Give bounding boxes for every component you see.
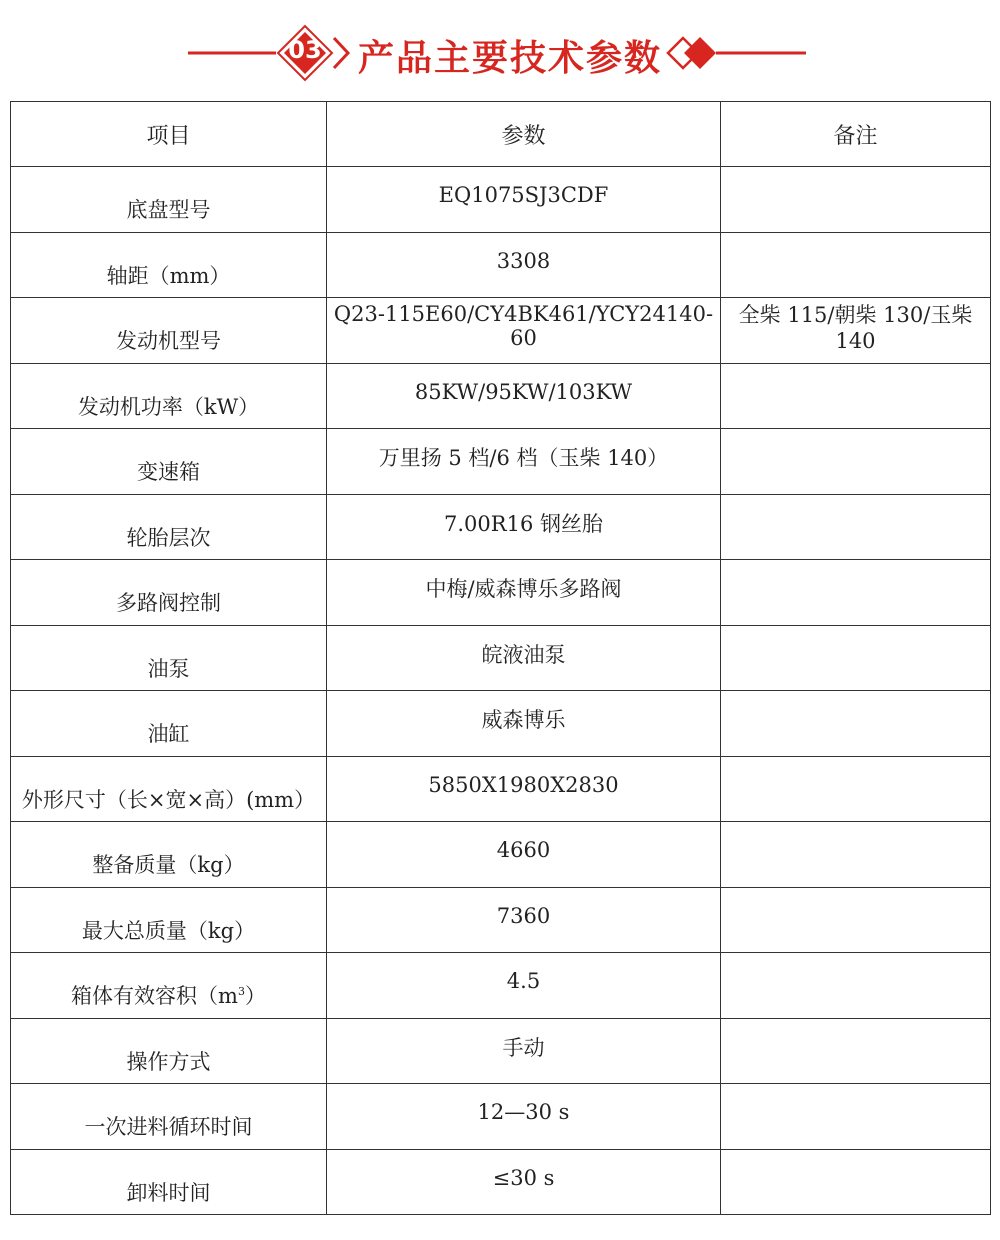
cell-param — [327, 560, 721, 626]
table-row — [11, 822, 991, 888]
cell-param — [327, 887, 721, 953]
cell-item — [11, 298, 327, 364]
table-row — [11, 691, 991, 757]
column-header-note: 备注 — [721, 102, 991, 167]
table-row — [11, 756, 991, 822]
table-row — [11, 494, 991, 560]
cell-item — [11, 756, 327, 822]
table-row — [11, 298, 991, 364]
cell-param — [327, 494, 721, 560]
cell-param — [327, 232, 721, 298]
chevron-right-icon — [334, 38, 348, 68]
cell-item — [11, 1018, 327, 1084]
param-value: 皖液油泵 — [481, 642, 566, 667]
item-label: 发动机功率（kW） — [77, 394, 260, 419]
table-row — [11, 1084, 991, 1150]
item-label: 底盘型号 — [126, 198, 211, 223]
table-row — [11, 1018, 991, 1084]
cell-item — [11, 429, 327, 495]
cell-item — [11, 232, 327, 298]
cell-note — [721, 232, 991, 298]
item-label-superscript: 3 — [237, 985, 245, 999]
cell-param — [327, 429, 721, 495]
cell-param — [327, 1149, 721, 1215]
cell-param — [327, 1084, 721, 1150]
cell-note — [721, 1084, 991, 1150]
cell-item — [11, 953, 327, 1019]
cell-item — [11, 363, 327, 429]
cell-note — [721, 1018, 991, 1084]
item-label: 变速箱 — [137, 460, 200, 485]
page-title: 产品主要技术参数 — [358, 38, 663, 79]
item-label — [71, 980, 266, 1010]
cell-item — [11, 1084, 327, 1150]
cell-item — [11, 887, 327, 953]
item-label: 发动机型号 — [116, 329, 221, 354]
item-label: 整备质量（kg） — [92, 853, 245, 878]
table-row — [11, 625, 991, 691]
spec-table — [10, 101, 991, 1215]
cell-param — [327, 298, 721, 364]
table-row — [11, 429, 991, 495]
param-value: Q23-115E60/CY4BK461/YCY24140-60 — [333, 302, 714, 351]
param-value: 3308 — [496, 248, 551, 273]
param-value: 万里扬 5 档/6 档（玉柴 140） — [378, 446, 669, 471]
param-value: 威森博乐 — [481, 708, 566, 733]
cell-note — [721, 953, 991, 1019]
item-label: 油缸 — [147, 722, 190, 747]
param-value: 5850X1980X2830 — [428, 772, 619, 797]
cell-param — [327, 167, 721, 233]
item-label: 多路阀控制 — [116, 591, 221, 616]
item-label-suffix: ） — [244, 984, 266, 1009]
cell-note — [721, 756, 991, 822]
cell-note — [721, 298, 991, 364]
section-number: 03 — [288, 36, 322, 64]
item-label: 油泵 — [147, 656, 190, 681]
table-row — [11, 167, 991, 233]
cell-item — [11, 822, 327, 888]
cell-param — [327, 363, 721, 429]
item-label: 一次进料循环时间 — [84, 1115, 253, 1140]
cell-note — [721, 822, 991, 888]
item-label: 轮胎层次 — [126, 525, 211, 550]
item-label: 最大总质量（kg） — [81, 918, 256, 943]
table-row — [11, 232, 991, 298]
cell-note — [721, 429, 991, 495]
table-row — [11, 560, 991, 626]
cell-param — [327, 953, 721, 1019]
param-value: 4660 — [496, 838, 551, 863]
cell-note — [721, 494, 991, 560]
param-value: 85KW/95KW/103KW — [414, 379, 633, 404]
section-header — [0, 0, 1000, 100]
cell-param — [327, 1018, 721, 1084]
cell-note — [721, 1149, 991, 1215]
cell-item — [11, 560, 327, 626]
table-row — [11, 363, 991, 429]
cell-item — [11, 1149, 327, 1215]
cell-note — [721, 691, 991, 757]
cell-param — [327, 756, 721, 822]
param-value: 4.5 — [506, 969, 541, 994]
param-value: 中梅/威森博乐多路阀 — [425, 577, 622, 602]
param-value: ≤30 s — [492, 1165, 555, 1190]
item-label: 外形尺寸（长×宽×高）(mm） — [21, 787, 316, 812]
item-label: 操作方式 — [126, 1049, 211, 1074]
item-label-prefix: 箱体有效容积（m — [71, 984, 238, 1009]
table-row — [11, 953, 991, 1019]
cell-item — [11, 691, 327, 757]
cell-param — [327, 691, 721, 757]
cell-note — [721, 363, 991, 429]
note-value: 全柴 115/朝柴 130/玉柴 140 — [738, 303, 973, 354]
cell-item — [11, 494, 327, 560]
cell-param — [327, 625, 721, 691]
column-header-param: 参数 — [327, 102, 721, 167]
column-header-item: 项目 — [11, 102, 327, 167]
cell-note — [721, 625, 991, 691]
param-value: 7360 — [496, 903, 551, 928]
cell-item — [11, 625, 327, 691]
param-value: 12—30 s — [477, 1100, 570, 1125]
solid-diamond-icon — [684, 37, 716, 69]
param-value: 7.00R16 钢丝胎 — [444, 511, 603, 536]
cell-note — [721, 167, 991, 233]
table-row — [11, 1149, 991, 1215]
table-row — [11, 887, 991, 953]
item-label: 轴距（mm） — [106, 263, 231, 288]
cell-note — [721, 560, 991, 626]
cell-note — [721, 887, 991, 953]
item-label: 卸料时间 — [126, 1180, 211, 1205]
cell-param — [327, 822, 721, 888]
cell-item — [11, 167, 327, 233]
table-header-row — [11, 102, 991, 167]
param-value: EQ1075SJ3CDF — [438, 183, 609, 208]
param-value: 手动 — [502, 1035, 545, 1060]
